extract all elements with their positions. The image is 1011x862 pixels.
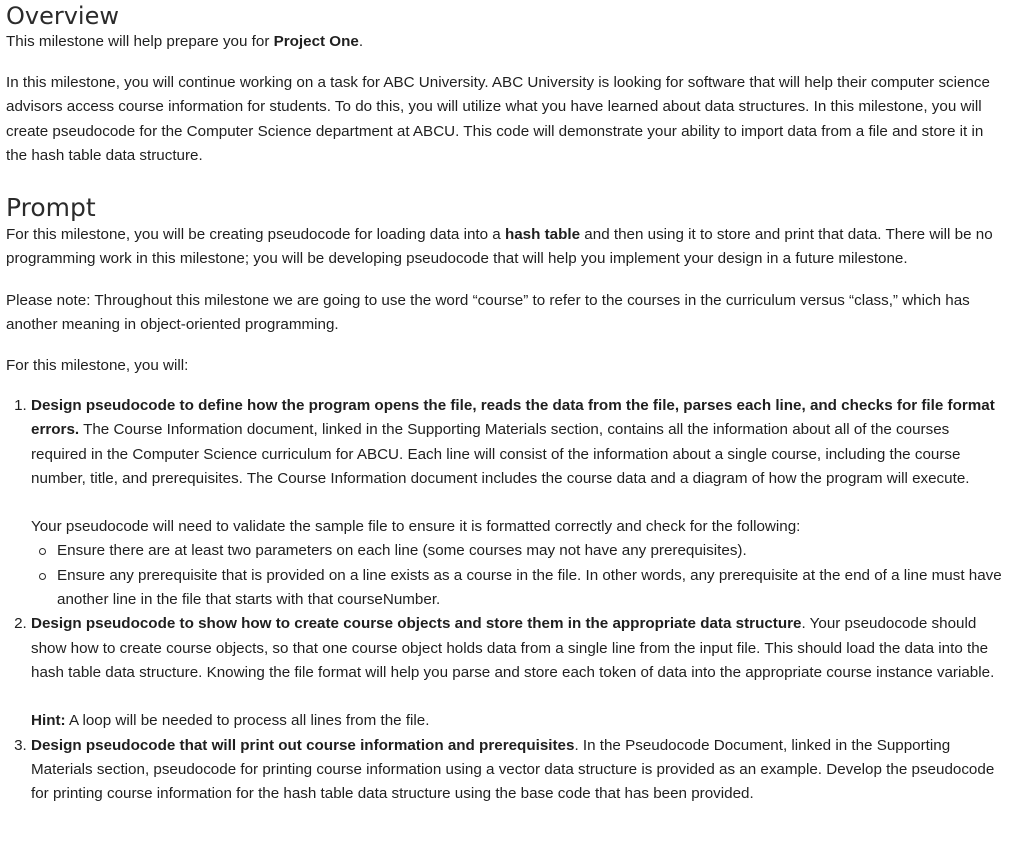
step-1-bold: Design pseudocode to define how the program opens the file, reads the data from the file, parses each line, and checks for file format errors. (31, 397, 995, 439)
milestone-steps-list (6, 394, 1008, 806)
step-3-body: . In the Pseudocode Document, linked in the Supporting Materials section, pseudocode for printing course information using a vector data structure is provided as an example. Develop the pseudocode for printing course information for the hash table data structure using the base code that has been provided. (31, 736, 995, 803)
overview-body: In this milestone, you will continue working on a task for ABC University. ABC University is looking for software that will help their computer science advisors access course information for students. To do this, you will utilize what you have learned about data structures. In this milestone, you will create pseudocode for the Computer Science department at ABCU. This code will demonstrate your ability to import data from a file and store it in the hash table data structure. (6, 74, 990, 164)
step-item (31, 734, 1008, 807)
step-3-bold: Design pseudocode that will print out course information and prerequisites (31, 736, 575, 754)
prompt-heading: Prompt (6, 193, 96, 222)
project-one-label: Project One (273, 33, 359, 50)
step-item (31, 394, 1008, 612)
overview-heading: Overview (6, 2, 119, 30)
step-1-validate-intro: Your pseudocode will need to validate the sample file to ensure it is formatted correctly and check for the following: (31, 518, 801, 536)
prompt-note: Please note: Throughout this milestone we are going to use the word “course” to refer to the courses in the curriculum versus “class,” which has another meaning in object-oriented programming. (6, 292, 970, 334)
validation-checks-list (31, 539, 1008, 612)
check-item: Ensure any prerequisite that is provided on a line exists as a course in the file. In other words, any prerequisite at the end of a line must have another line in the file that starts with that courseNumber. (57, 564, 1008, 613)
prompt-for-this: For this milestone, you will: (6, 357, 189, 374)
step-item (31, 612, 1008, 733)
step-2-bold: Design pseudocode to show how to create course objects and store them in the appropriate data structure (31, 615, 802, 633)
hint-label: Hint: (31, 712, 66, 730)
step-2-body: . Your pseudocode should show how to create course objects, so that one course object holds data from a single line from the input file. This should load the data into the hash table data structure. Knowing the file format will help you parse and store each token of data into the appropriate course instance variable. (31, 615, 995, 681)
spacer (31, 685, 1008, 709)
hint-text: A loop will be needed to process all lines from the file. (65, 712, 430, 730)
check-item: Ensure there are at least two parameters on each line (some courses may not have any prerequisites). (57, 539, 1008, 563)
overview-intro-end: . (358, 33, 364, 50)
hash-table-label: hash table (504, 226, 581, 243)
step-1-text (31, 394, 1008, 491)
spacer (31, 491, 1008, 515)
step-1-body: The Course Information document, linked in the Supporting Materials section, contains all the information about all of the courses required in the Computer Science curriculum for ABCU. Each line will consist of the information about a single course, including the course number, title, and prerequisites. The Course Information document includes the course data and a diagram of how the program will execute. (31, 421, 970, 487)
step-3-text (31, 734, 1008, 807)
prompt-body (6, 223, 1006, 272)
prompt-body-rest: and then using it to store and print that data. There will be no programming work in this milestone; you will be developing pseudocode that will help you implement your design in a future milestone. (6, 226, 993, 268)
overview-intro-text: This milestone will help prepare you for (6, 33, 274, 50)
step-2-hint (31, 709, 1008, 733)
prompt-body-text: For this milestone, you will be creating pseudocode for loading data into a (6, 226, 505, 243)
step-2-text (31, 612, 1008, 685)
overview-intro (6, 30, 1006, 54)
